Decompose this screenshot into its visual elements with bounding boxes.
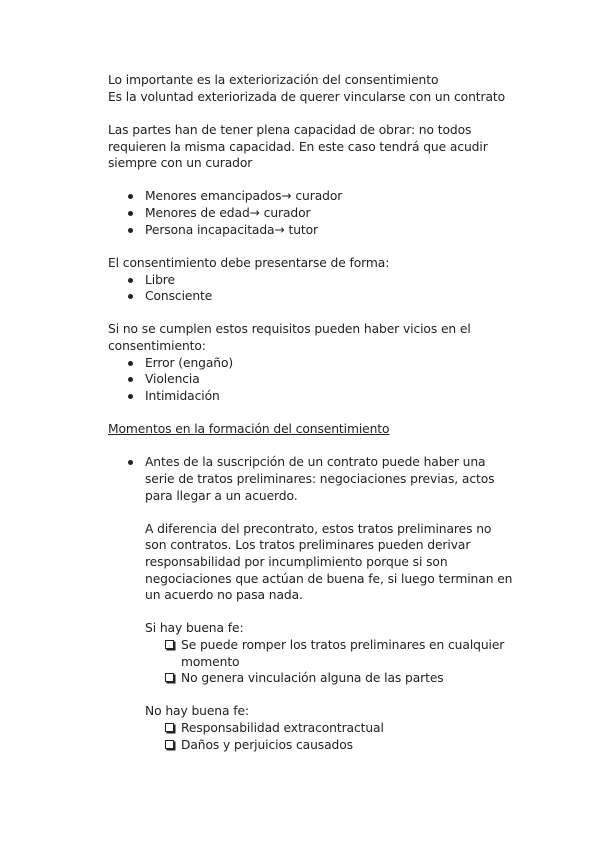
forma-heading: El consentimiento debe presentarse de forma:	[108, 256, 390, 270]
momentos-para-line-4: negociaciones que actúan de buena fe, si luego terminan en	[145, 572, 513, 586]
checkbox-list-item: Se puede romper los tratos preliminares en cualquier	[181, 638, 505, 652]
list-item: Menores emancipados→ curador	[145, 189, 343, 203]
vicios-line-2: consentimiento:	[108, 339, 206, 353]
buena-fe-label: Si hay buena fe:	[145, 621, 244, 635]
checkbox-list-item: Daños y perjuicios causados	[181, 738, 353, 752]
momentos-para-line-2: son contratos. Los tratos preliminares pueden derivar	[145, 538, 471, 552]
list-item: Violencia	[145, 372, 200, 386]
list-item: Consciente	[145, 289, 213, 303]
momentos-bullet-line-2: serie de tratos preliminares: negociaciones previas, actos	[145, 472, 495, 486]
momentos-bullet-line-3: para llegar a un acuerdo.	[145, 489, 298, 503]
list-item: Intimidación	[145, 389, 220, 403]
intro-line-2: Es la voluntad exteriorizada de querer vincularse con un contrato	[108, 90, 506, 104]
section-heading: Momentos en la formación del consentimiento	[108, 422, 390, 436]
vicios-line-1: Si no se cumplen estos requisitos pueden haber vicios en el	[108, 322, 471, 336]
momentos-bullet-line-1: Antes de la suscripción de un contrato puede haber una	[145, 455, 486, 469]
checkbox-list-item-continuation: momento	[181, 655, 240, 669]
list-item: Libre	[145, 273, 175, 287]
checkbox-list-item: No genera vinculación alguna de las partes	[181, 671, 444, 685]
capacidad-line-3: siempre con un curador	[108, 156, 253, 170]
list-item: Error (engaño)	[145, 356, 234, 370]
checkbox-list-item: Responsabilidad extracontractual	[181, 721, 384, 735]
list-item: Menores de edad→ curador	[145, 206, 311, 220]
list-item: Persona incapacitada→ tutor	[145, 223, 319, 237]
momentos-para-line-3: responsabilidad por incumplimiento porque si son	[145, 555, 448, 569]
momentos-para-line-1: A diferencia del precontrato, estos tratos preliminares no	[145, 522, 492, 536]
capacidad-line-1: Las partes han de tener plena capacidad de obrar: no todos	[108, 123, 472, 137]
no-buena-fe-label: No hay buena fe:	[145, 704, 249, 718]
momentos-para-line-5: un acuerdo no pasa nada.	[145, 588, 303, 602]
intro-line-1: Lo importante es la exteriorización del consentimiento	[108, 73, 439, 87]
capacidad-line-2: requieren la misma capacidad. En este caso tendrá que acudir	[108, 140, 488, 154]
